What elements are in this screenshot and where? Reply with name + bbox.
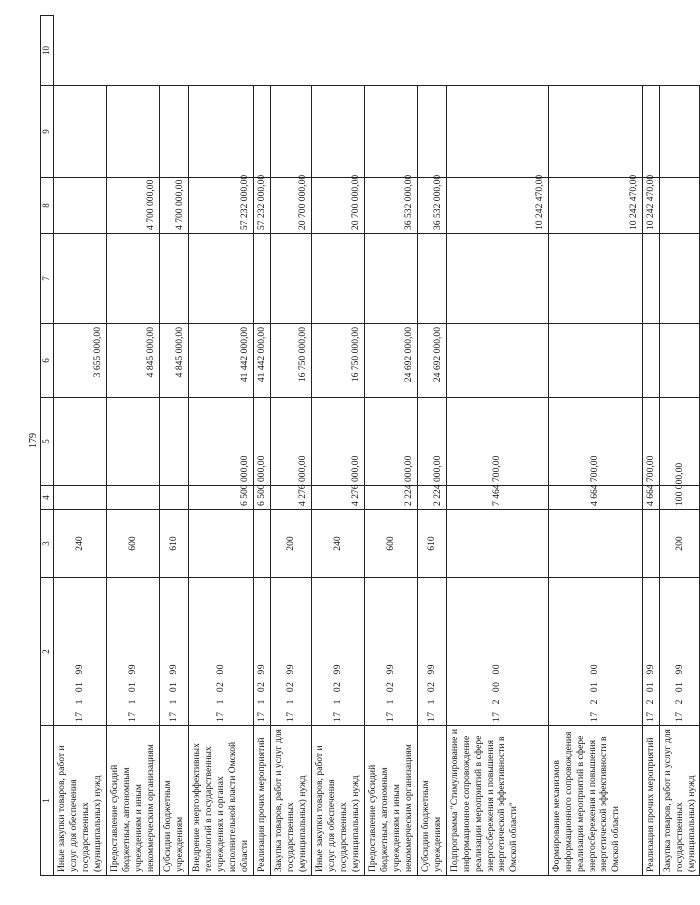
code-part: 02	[331, 681, 343, 693]
row-value-c7: 16 750 000,00	[270, 324, 311, 398]
row-value-c10	[188, 86, 253, 178]
code-part: 17	[589, 711, 601, 722]
code-part: 17	[284, 711, 296, 722]
header-cell: 2	[41, 578, 54, 726]
row-value-c10	[548, 86, 642, 178]
code-part: 17	[73, 711, 85, 722]
code-part: 00	[491, 681, 503, 693]
row-value-c9: 36 532 000,00	[417, 178, 446, 234]
code-part: 02	[384, 681, 396, 693]
table-row	[253, 16, 270, 876]
row-value-c8	[270, 234, 311, 324]
table-row	[364, 16, 417, 876]
row-code	[659, 578, 700, 726]
page-number: 179	[28, 433, 39, 448]
row-value-c8	[106, 234, 159, 324]
code-part: 99	[126, 663, 138, 675]
code-part: 17	[126, 711, 138, 722]
code-part: 1	[126, 699, 138, 705]
row-kvr: 600	[364, 510, 417, 578]
header-cell: 8	[41, 178, 54, 234]
row-name: Формирование механизмов информационного сопровождения реализации мероприятий в сфере энергосбережения и повышения энергетической эффективности в Омской области	[548, 726, 642, 876]
code-part: 01	[589, 681, 601, 693]
row-value-c10	[311, 86, 364, 178]
row-value-c9: 36 532 000,00	[364, 178, 417, 234]
code-part: 99	[73, 663, 85, 675]
code-part: 17	[425, 711, 437, 722]
row-value-c10	[446, 86, 548, 178]
row-value-c8	[188, 234, 253, 324]
code-part: 00	[589, 663, 601, 675]
code-part: 17	[255, 711, 267, 722]
row-value-c5: 4 276 000,00	[311, 486, 364, 510]
row-value-c10	[364, 86, 417, 178]
code-part: 02	[214, 681, 226, 693]
row-value-c7	[548, 324, 642, 398]
row-value-c9: 4 700 000,00	[106, 178, 159, 234]
code-part: 1	[73, 699, 85, 705]
row-value-c6	[159, 398, 188, 486]
code-part: 00	[214, 663, 226, 675]
row-value-c9: 20 700 000,00	[311, 178, 364, 234]
row-code	[253, 578, 270, 726]
header-cell: 10	[41, 16, 54, 86]
code-part: 01	[73, 681, 85, 693]
code-part: 1	[255, 699, 267, 705]
table-row	[446, 16, 548, 876]
row-name: Внедрение энергоэффективных технологий в государственных учреждениях и органах исполнительной власти Омской области	[188, 726, 253, 876]
row-kvr	[642, 510, 659, 578]
row-code	[311, 578, 364, 726]
row-value-c8	[159, 234, 188, 324]
row-value-c7	[659, 324, 700, 398]
row-value-c7	[446, 324, 548, 398]
table-row	[311, 16, 364, 876]
row-name: Субсидии бюджетным учреждениям	[417, 726, 446, 876]
code-part: 2	[673, 699, 685, 705]
code-part: 99	[331, 663, 343, 675]
code-part: 17	[331, 711, 343, 722]
table-row	[270, 16, 311, 876]
code-part: 17	[167, 711, 179, 722]
code-part: 02	[255, 681, 267, 693]
row-value-c9: 57 232 000,00	[253, 178, 270, 234]
row-value-c9: 10 242 470,00	[446, 178, 548, 234]
code-part: 1	[384, 699, 396, 705]
row-value-c5: 6 500 000,00	[188, 486, 253, 510]
header-cell: 7	[41, 234, 54, 324]
row-value-c10	[54, 86, 107, 178]
row-kvr: 610	[417, 510, 446, 578]
code-part: 99	[644, 663, 656, 675]
budget-table	[40, 15, 700, 876]
row-name: Подпрограмма "Стимулирование и информационное сопровождение реализации мероприятий в сфере энергосбережения и повышения энергетической эффективности в Омской области"	[446, 726, 548, 876]
row-value-c5: 100 000,00	[659, 486, 700, 510]
row-kvr	[548, 510, 642, 578]
row-value-c5	[54, 486, 107, 510]
code-part: 01	[644, 681, 656, 693]
row-value-c8	[548, 234, 642, 324]
row-code	[106, 578, 159, 726]
row-value-c10	[659, 86, 700, 178]
code-part: 17	[673, 711, 685, 722]
row-value-c8	[253, 234, 270, 324]
code-part: 00	[491, 663, 503, 675]
row-kvr	[446, 510, 548, 578]
row-code	[364, 578, 417, 726]
row-value-c5: 4 664 700,00	[642, 486, 659, 510]
header-cell: 1	[41, 726, 54, 876]
row-value-c7: 4 845 000,00	[159, 324, 188, 398]
code-part: 01	[126, 681, 138, 693]
row-value-c5: 4 276 000,00	[270, 486, 311, 510]
table-row	[548, 16, 642, 876]
code-part: 1	[214, 699, 226, 705]
row-value-c7: 24 692 000,00	[417, 324, 446, 398]
row-value-c8	[642, 234, 659, 324]
row-value-c5	[159, 486, 188, 510]
row-code	[54, 578, 107, 726]
code-part: 01	[673, 681, 685, 693]
header-cell: 3	[41, 510, 54, 578]
code-part: 99	[255, 663, 267, 675]
row-value-c5: 2 224 000,00	[417, 486, 446, 510]
code-part: 17	[644, 711, 656, 722]
row-value-c6	[106, 398, 159, 486]
row-kvr: 200	[270, 510, 311, 578]
row-name: Иные закупки товаров, работ и услуг для обеспечения государственных (муниципальных) нужд	[54, 726, 107, 876]
row-value-c9: 57 232 000,00	[188, 178, 253, 234]
code-part: 1	[425, 699, 437, 705]
row-value-c7: 4 845 000,00	[106, 324, 159, 398]
row-code	[642, 578, 659, 726]
row-kvr	[253, 510, 270, 578]
row-kvr: 610	[159, 510, 188, 578]
code-part: 99	[384, 663, 396, 675]
row-value-c9	[659, 178, 700, 234]
row-kvr: 600	[106, 510, 159, 578]
row-code	[417, 578, 446, 726]
row-value-c8	[54, 234, 107, 324]
header-cell: 6	[41, 324, 54, 398]
row-value-c9: 10 242 470,00	[548, 178, 642, 234]
row-value-c10	[253, 86, 270, 178]
row-value-c8	[417, 234, 446, 324]
row-value-c7: 16 750 000,00	[311, 324, 364, 398]
row-value-c10	[417, 86, 446, 178]
row-value-c9	[54, 178, 107, 234]
code-part: 02	[425, 681, 437, 693]
code-part: 17	[214, 711, 226, 722]
row-code	[159, 578, 188, 726]
row-value-c8	[311, 234, 364, 324]
row-value-c8	[659, 234, 700, 324]
row-code	[270, 578, 311, 726]
code-part: 99	[284, 663, 296, 675]
row-kvr: 240	[54, 510, 107, 578]
row-name: Предоставление субсидий бюджетным, автономным учреждениям и иным некоммерческим организациям	[364, 726, 417, 876]
table-row	[188, 16, 253, 876]
row-value-c7: 3 655 000,00	[54, 324, 107, 398]
header-cell: 4	[41, 486, 54, 510]
code-part: 1	[331, 699, 343, 705]
table-row	[417, 16, 446, 876]
row-value-c9: 4 700 000,00	[159, 178, 188, 234]
row-value-c9: 10 242 470,00	[642, 178, 659, 234]
header-row	[41, 16, 54, 876]
row-name: Предоставление субсидий бюджетным, автономным учреждениям и иным некоммерческим организациям	[106, 726, 159, 876]
row-kvr: 240	[311, 510, 364, 578]
header-cell: 9	[41, 86, 54, 178]
row-value-c8	[446, 234, 548, 324]
code-part: 1	[167, 699, 179, 705]
row-kvr: 200	[659, 510, 700, 578]
row-value-c5: 6 500 000,00	[253, 486, 270, 510]
row-code	[548, 578, 642, 726]
code-part: 02	[284, 681, 296, 693]
row-value-c7	[642, 324, 659, 398]
table-row	[642, 16, 659, 876]
row-value-c7: 41 442 000,00	[253, 324, 270, 398]
table-row	[106, 16, 159, 876]
row-name: Реализация прочих мероприятий	[253, 726, 270, 876]
row-value-c5: 4 664 700,00	[548, 486, 642, 510]
row-kvr	[188, 510, 253, 578]
row-value-c8	[364, 234, 417, 324]
row-value-c10	[106, 86, 159, 178]
rotated-page	[26, 6, 697, 886]
row-value-c10	[270, 86, 311, 178]
code-part: 01	[167, 681, 179, 693]
table-row	[659, 16, 700, 876]
row-value-c6	[54, 398, 107, 486]
row-value-c5	[106, 486, 159, 510]
row-value-c10	[159, 86, 188, 178]
row-value-c5: 7 464 700,00	[446, 486, 548, 510]
row-value-c9: 20 700 000,00	[270, 178, 311, 234]
row-code	[188, 578, 253, 726]
code-part: 2	[491, 699, 503, 705]
code-part: 99	[167, 663, 179, 675]
code-part: 17	[491, 711, 503, 722]
row-value-c7: 24 692 000,00	[364, 324, 417, 398]
code-part: 17	[384, 711, 396, 722]
row-value-c5: 2 224 000,00	[364, 486, 417, 510]
row-name: Закупка товаров, работ и услуг для государственных (муниципальных) нужд	[659, 726, 700, 876]
row-name: Реализация прочих мероприятий	[642, 726, 659, 876]
row-value-c7: 41 442 000,00	[188, 324, 253, 398]
table-row	[159, 16, 188, 876]
code-part: 1	[284, 699, 296, 705]
header-cell: 5	[41, 398, 54, 486]
row-value-c10	[642, 86, 659, 178]
row-code	[446, 578, 548, 726]
code-part: 99	[673, 663, 685, 675]
row-name: Иные закупки товаров, работ и услуг для обеспечения государственных (муниципальных) нужд	[311, 726, 364, 876]
code-part: 99	[425, 663, 437, 675]
code-part: 2	[589, 699, 601, 705]
table-row	[54, 16, 107, 876]
row-name: Закупка товаров, работ и услуг для государственных (муниципальных) нужд	[270, 726, 311, 876]
row-name: Субсидии бюджетным учреждениям	[159, 726, 188, 876]
code-part: 2	[644, 699, 656, 705]
